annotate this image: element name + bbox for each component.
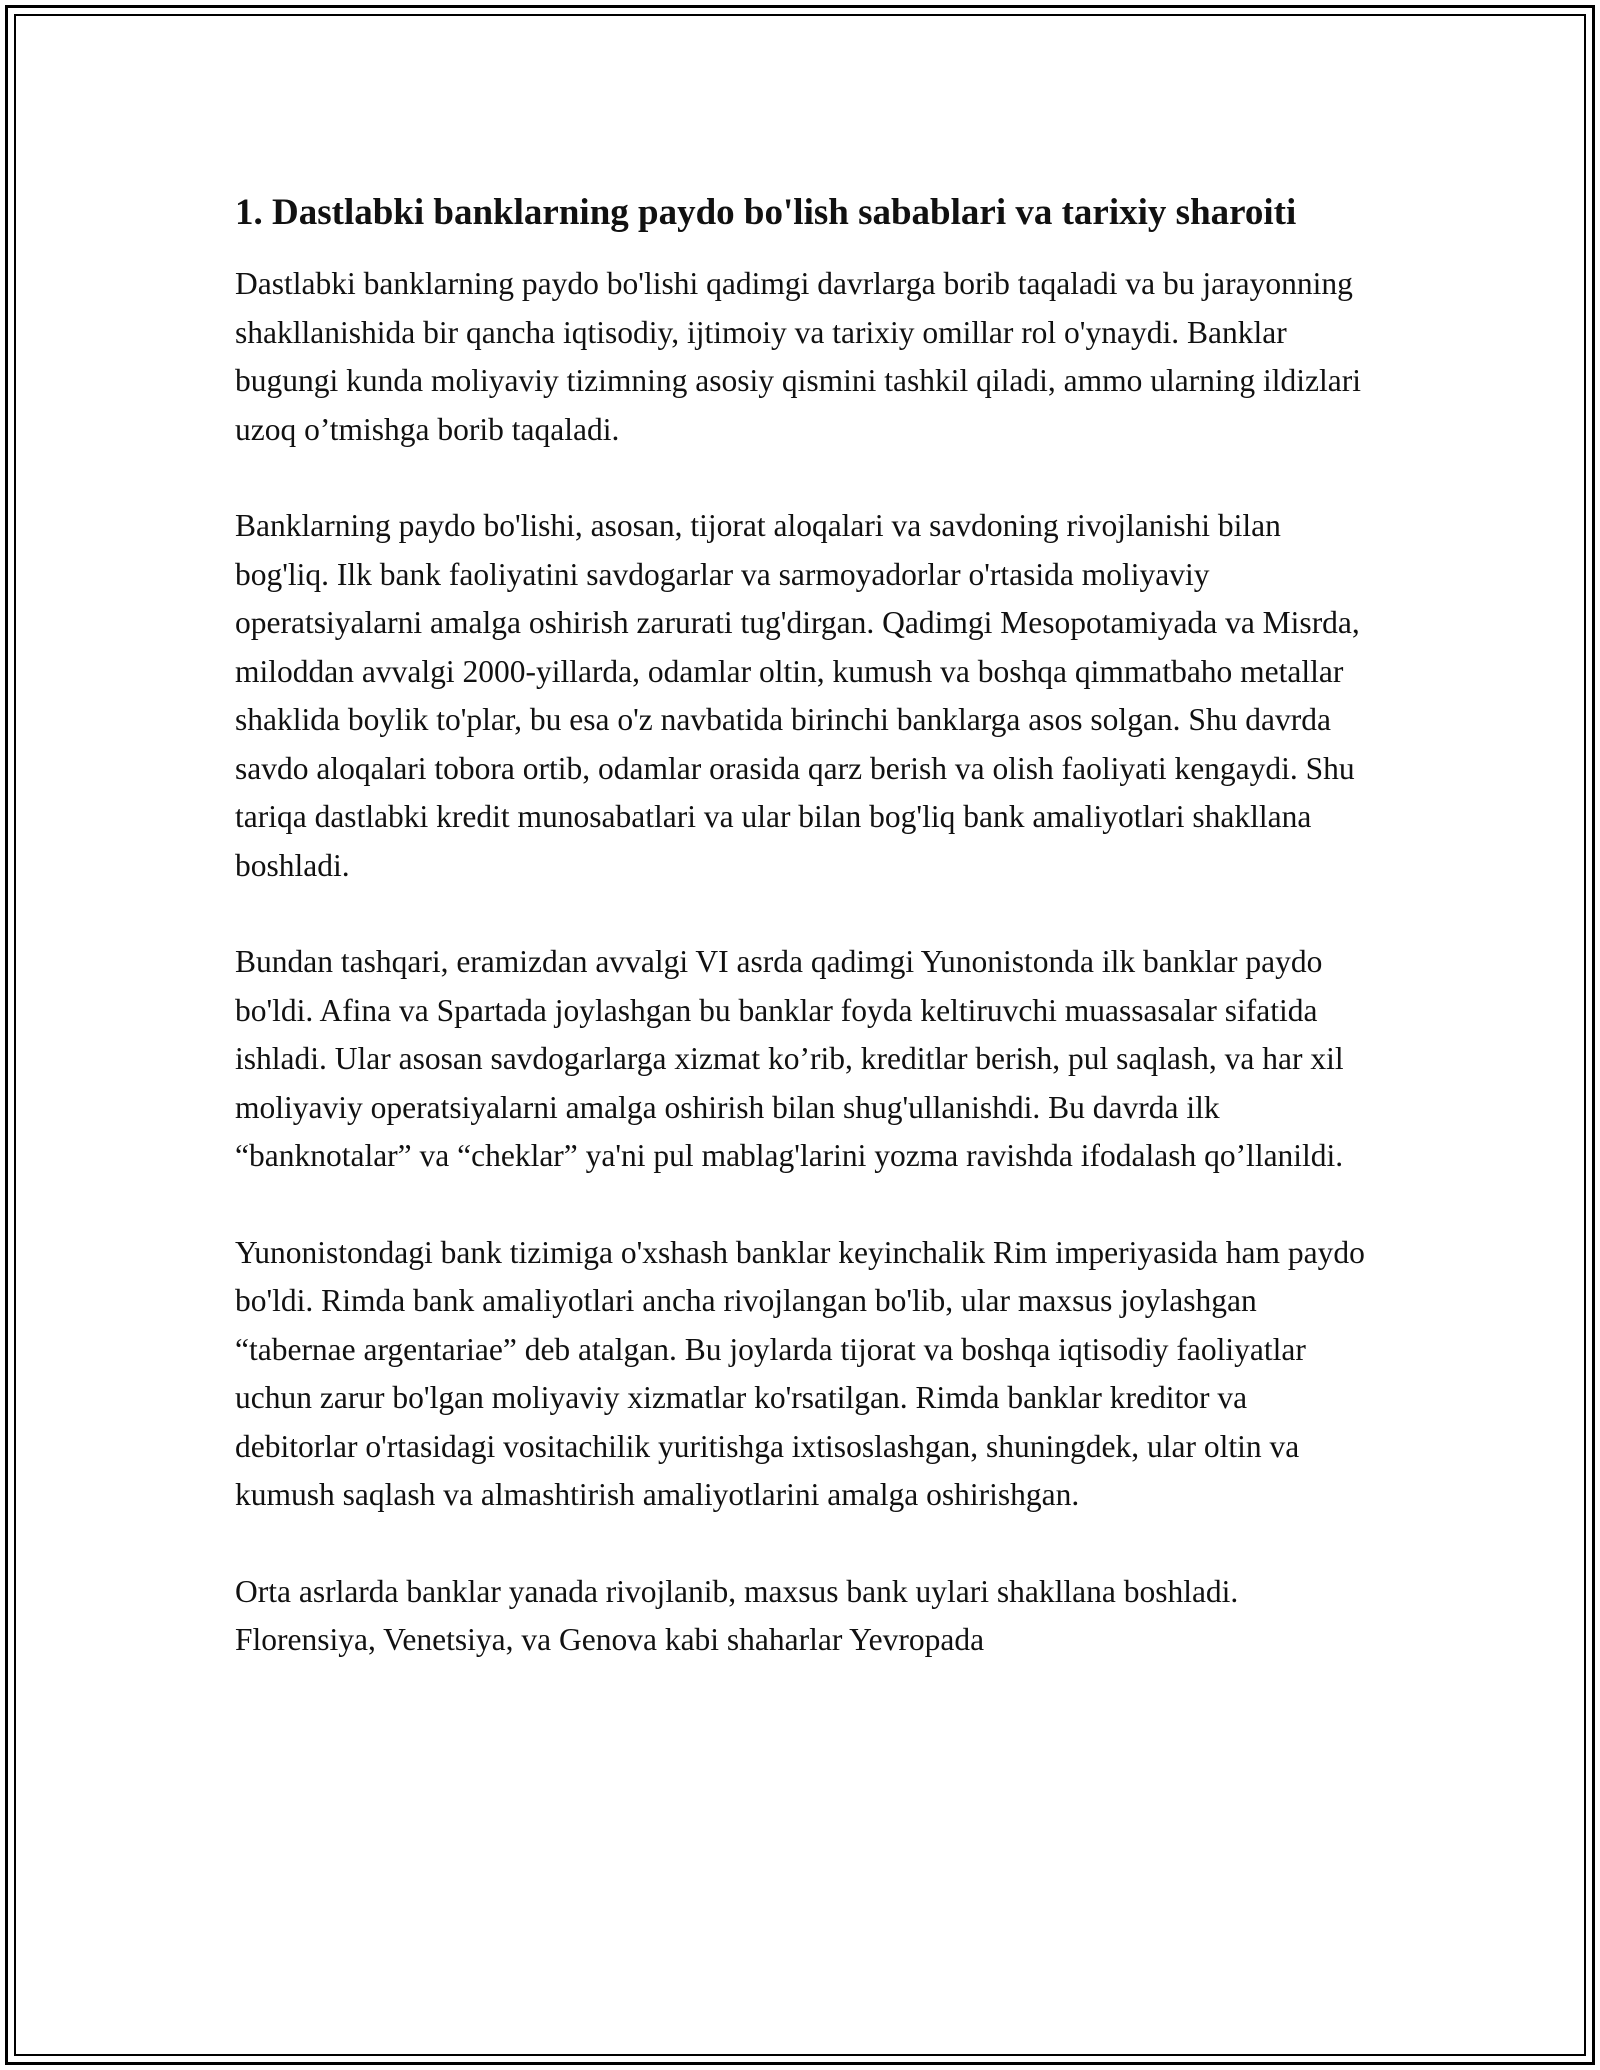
paragraph-1: Dastlabki banklarning paydo bo'lishi qadimgi davrlarga borib taqaladi va bu jarayonning shakllanishida bir qancha iqtisodiy, ijtimoiy va tarixiy omillar rol o'ynaydi. Banklar bugungi kunda moliyaviy tizimning asosiy qismini tashkil qiladi, ammo ularning ildizlari uzoq o’tmishga borib taqaladi.	[235, 266, 1362, 447]
paragraph-5: Orta asrlarda banklar yanada rivojlanib, maxsus bank uylari shakllana boshladi. Florensiya, Venetsiya, va Genova kabi shaharlar Yevropada	[235, 1573, 1239, 1657]
paragraph-3: Bundan tashqari, eramizdan avvalgi VI asrda qadimgi Yunonistonda ilk banklar paydo bo'ldi. Afina va Spartada joylashgan bu banklar foyda keltiruvchi muassasalar sifatida ishladi. Ular asosan savdogarlarga xizmat ko’rib, kreditlar berish, pul saqlash, va har xil moliyaviy operatsiyalarni amalga oshirish bilan shug'ullanishdi. Bu davrda ilk “banknotalar” va “cheklar” ya'ni pul mablag'larini yozma ravishda ifodalash qo’llanildi.	[235, 944, 1344, 1173]
document-body	[235, 186, 1375, 1713]
paragraph-4: Yunonistondagi bank tizimiga o'xshash banklar keyinchalik Rim imperiyasida ham paydo bo'ldi. Rimda bank amaliyotlari ancha rivojlangan bo'lib, ular maxsus joylashgan “tabernae argentariae” deb atalgan. Bu joylarda tijorat va boshqa iqtisodiy faoliyatlar uchun zarur bo'lgan moliyaviy xizmatlar ko'rsatilgan. Rimda banklar kreditor va debitorlar o'rtasidagi vositachilik yuritishga ixtisoslashgan, shuningdek, ular oltin va kumush saqlash va almashtirish amaliyotlarini amalga oshirishgan.	[235, 1234, 1365, 1512]
paragraph-2: Banklarning paydo bo'lishi, asosan, tijorat aloqalari va savdoning rivojlanishi bilan bog'liq. Ilk bank faoliyatini savdogarlar va sarmoyadorlar o'rtasida moliyaviy operatsiyalarni amalga oshirish zarurati tug'dirgan. Qadimgi Mesopotamiyada va Misrda, miloddan avvalgi 2000-yillarda, odamlar oltin, kumush va boshqa qimmatbaho metallar shaklida boylik to'plar, bu esa o'z navbatida birinchi banklarga asos solgan. Shu davrda savdo aloqalari tobora ortib, odamlar orasida qarz berish va olish faoliyati kengaydi. Shu tariqa dastlabki kredit munosabatlari va ular bilan bog'liq bank amaliyotlari shakllana boshladi.	[235, 508, 1360, 883]
section-heading: 1. Dastlabki banklarning paydo bo'lish sabablari va tarixiy sharoiti	[235, 192, 1297, 233]
